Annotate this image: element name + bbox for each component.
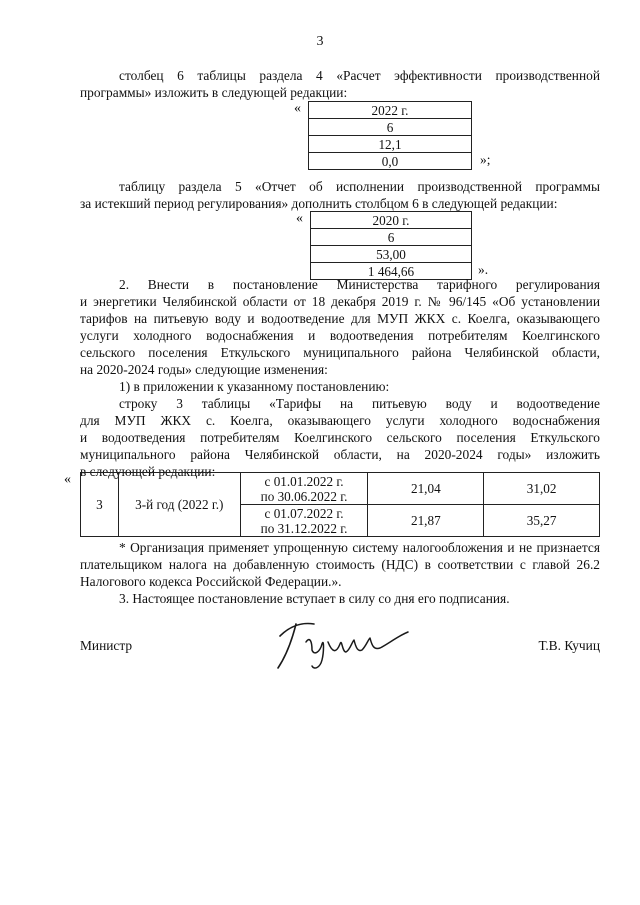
note-line3: Налогового кодекса Российской Федерации.». (80, 574, 342, 589)
tariff-table (80, 472, 600, 537)
p4-text: 1) в приложении к указанному постановлению: (119, 379, 390, 394)
table2 (310, 211, 472, 280)
table2-cell-year: 2020 г. (311, 212, 472, 229)
page-number: 3 (316, 34, 324, 49)
p5-line5: в следующей редакции: (80, 464, 216, 479)
p2-line2: за истекший период регулирования» дополнить столбцом 6 в следующей редакции: (80, 196, 558, 211)
table1-cell: 12,1 (309, 136, 472, 153)
tariff-value: 31,02 (484, 473, 600, 505)
table1 (308, 101, 472, 170)
table2-cell: 53,00 (311, 246, 472, 263)
period-to: по 30.06.2022 г. (260, 488, 348, 504)
table3-open-quote: « (64, 472, 71, 487)
p3-line5: сельского поселения Еткульского муниципального района Челябинской области, (80, 345, 600, 360)
tariff-value: 21,04 (368, 473, 484, 505)
table1-open-quote: « (294, 101, 301, 116)
note-line1: * Организация применяет упрощенную систему налогообложения и не признается (119, 540, 600, 555)
table1-cell: 6 (309, 119, 472, 136)
p5-line2: для МУП ЖКХ с. Коелга, оказывающего услуги холодного водоснабжения (80, 413, 600, 428)
table2-cell: 6 (311, 229, 472, 246)
table1-close: »; (480, 152, 491, 167)
period-cell (240, 505, 368, 537)
period-from: с 01.01.2022 г. (264, 473, 344, 489)
p1-line2: программы» изложить в следующей редакции: (80, 85, 348, 100)
p5-line1: строку 3 таблицы «Тарифы на питьевую воду и водоотведение (119, 396, 600, 411)
table1-cell-year: 2022 г. (309, 102, 472, 119)
period-from: с 01.07.2022 г. (264, 505, 344, 521)
p3-line6: на 2020-2024 годы» следующие изменения: (80, 362, 328, 377)
p3-line2: и энергетики Челябинской области от 18 декабря 2019 г. № 96/145 «Об установлении (80, 294, 600, 309)
handwritten-signature (262, 612, 422, 672)
p3-line1: 2. Внести в постановление Министерства тарифного регулирования (119, 277, 600, 292)
p5-line3: и водоотведения потребителям Коелгинского сельского поселения Еткульского (80, 430, 600, 445)
p3-line4: услуги холодного водоснабжения и водоотведения потребителям Коелгинского (80, 328, 600, 343)
p1-line1: столбец 6 таблицы раздела 4 «Расчет эффективности производственной (119, 68, 600, 83)
p2-line1: таблицу раздела 5 «Отчет об исполнении производственной программы (119, 179, 600, 194)
p5-line4: муниципального района Челябинской области, на 2020-2024 годы» изложить (80, 447, 600, 462)
p6-text: 3. Настоящее постановление вступает в силу со дня его подписания. (119, 591, 510, 606)
table2-cell: 1 464,66 (311, 263, 472, 280)
table1-cell: 0,0 (309, 153, 472, 170)
period-to: по 31.12.2022 г. (260, 520, 348, 536)
signer-name: Т.В. Кучиц (538, 638, 600, 653)
table2-close: ». (478, 262, 489, 277)
note-line2: плательщиком налога на добавленную стоимость (НДС) в соответствии с главой 26.2 (80, 557, 600, 572)
table2-open-quote: « (296, 211, 303, 226)
tariff-value: 35,27 (484, 505, 600, 537)
period-cell (240, 473, 368, 505)
tariff-row (81, 473, 600, 505)
row-number: 3 (81, 473, 119, 537)
p3-line3: тарифов на питьевую воду и водоотведение для МУП ЖКХ с. Коелга, оказывающего (80, 311, 600, 326)
row-year: 3-й год (2022 г.) (118, 473, 240, 537)
tariff-value: 21,87 (368, 505, 484, 537)
signer-title: Министр (80, 638, 133, 653)
